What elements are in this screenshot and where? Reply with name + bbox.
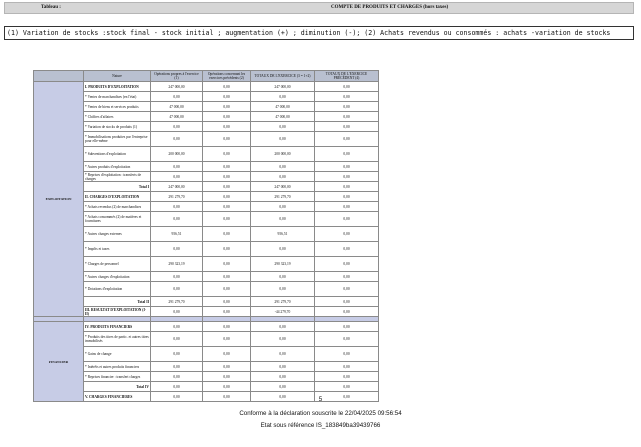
header-nature: Nature bbox=[84, 71, 151, 82]
conformity-line: Conforme à la déclaration souscrite le 22/04/2025 09:56:54 bbox=[239, 410, 402, 417]
table-row bbox=[34, 372, 379, 382]
value-cell: 0,00 bbox=[151, 392, 203, 402]
row-label: II. CHARGES D'EXPLOITATION bbox=[84, 192, 151, 202]
value-cell: 47 000,00 bbox=[251, 102, 315, 112]
value-cell: 0,00 bbox=[315, 332, 379, 347]
value-cell: 0,00 bbox=[203, 382, 251, 392]
header-col-1: Opérations propres à l'exercice (1) bbox=[151, 71, 203, 82]
row-label: * Impôts et taxes bbox=[84, 242, 151, 257]
value-cell: 0,00 bbox=[315, 227, 379, 242]
table-header-row bbox=[34, 71, 379, 82]
value-cell: 0,00 bbox=[203, 122, 251, 132]
row-label: * Ventes de marchandises (en l'état) bbox=[84, 92, 151, 102]
value-cell: 0,00 bbox=[151, 307, 203, 317]
table-row bbox=[34, 192, 379, 202]
value-cell: 0,00 bbox=[251, 322, 315, 332]
value-cell: 47 000,00 bbox=[151, 102, 203, 112]
table-row bbox=[34, 322, 379, 332]
value-cell: 0,00 bbox=[203, 257, 251, 272]
value-cell: 0,00 bbox=[203, 307, 251, 317]
value-cell: 0,00 bbox=[315, 202, 379, 212]
table-row bbox=[34, 332, 379, 347]
value-cell: 0,00 bbox=[203, 102, 251, 112]
row-label: * Intérêts et autres produits financiers bbox=[84, 362, 151, 372]
value-cell: 0,00 bbox=[203, 132, 251, 147]
value-cell: 0,00 bbox=[251, 212, 315, 227]
table-row bbox=[34, 307, 379, 317]
table-row bbox=[34, 347, 379, 362]
value-cell: 0,00 bbox=[203, 147, 251, 162]
table-row bbox=[34, 227, 379, 242]
table-row bbox=[34, 82, 379, 92]
value-cell: 247 000,00 bbox=[151, 82, 203, 92]
value-cell: 291 279,70 bbox=[251, 297, 315, 307]
value-cell: 0,00 bbox=[315, 272, 379, 282]
value-cell: -44 279,70 bbox=[251, 307, 315, 317]
reference-line: Etat sous référence IS_183849ba39439766 bbox=[260, 422, 381, 429]
section-label: FINANCIER bbox=[34, 322, 84, 402]
row-label: Total IV bbox=[84, 382, 151, 392]
value-cell: 0,00 bbox=[251, 347, 315, 362]
value-cell: 0,00 bbox=[315, 212, 379, 227]
value-cell: 0,00 bbox=[203, 332, 251, 347]
value-cell: 0,00 bbox=[151, 202, 203, 212]
value-cell: 0,00 bbox=[251, 282, 315, 297]
value-cell: 956,51 bbox=[251, 227, 315, 242]
value-cell: 0,00 bbox=[315, 322, 379, 332]
table-row bbox=[34, 212, 379, 227]
value-cell: 47 000,00 bbox=[251, 112, 315, 122]
table-row bbox=[34, 362, 379, 372]
value-cell: 0,00 bbox=[315, 102, 379, 112]
row-label: * Autres produits d'exploitation bbox=[84, 162, 151, 172]
value-cell: 0,00 bbox=[315, 82, 379, 92]
value-cell: 0,00 bbox=[151, 92, 203, 102]
value-cell: 0,00 bbox=[151, 242, 203, 257]
row-label: Total II bbox=[84, 297, 151, 307]
value-cell: 0,00 bbox=[203, 212, 251, 227]
value-cell: 0,00 bbox=[315, 162, 379, 172]
row-label: * Charges de personnel bbox=[84, 257, 151, 272]
row-label: Total I bbox=[84, 182, 151, 192]
value-cell: 0,00 bbox=[315, 172, 379, 182]
value-cell: 200 000,00 bbox=[151, 147, 203, 162]
value-cell: 0,00 bbox=[315, 282, 379, 297]
value-cell: 290 323,19 bbox=[251, 257, 315, 272]
table-row bbox=[34, 162, 379, 172]
value-cell: 0,00 bbox=[151, 347, 203, 362]
value-cell: 0,00 bbox=[315, 112, 379, 122]
value-cell: 0,00 bbox=[203, 202, 251, 212]
value-cell: 247 000,00 bbox=[251, 82, 315, 92]
header-col-3: TOTAUX DE L'EXERCICE (3 = 1+2) bbox=[251, 71, 315, 82]
table-row bbox=[34, 172, 379, 182]
value-cell: 0,00 bbox=[315, 347, 379, 362]
income-statement-table bbox=[33, 70, 379, 402]
row-label: IV. PRODUITS FINANCIERS bbox=[84, 322, 151, 332]
table-row bbox=[34, 147, 379, 162]
value-cell: 47 000,00 bbox=[151, 112, 203, 122]
value-cell: 0,00 bbox=[251, 382, 315, 392]
value-cell: 0,00 bbox=[151, 162, 203, 172]
value-cell: 0,00 bbox=[203, 372, 251, 382]
value-cell: 0,00 bbox=[251, 172, 315, 182]
value-cell: 0,00 bbox=[251, 162, 315, 172]
row-label: * Ventes de biens et services produits bbox=[84, 102, 151, 112]
row-label: * Gains de change bbox=[84, 347, 151, 362]
value-cell: 0,00 bbox=[203, 112, 251, 122]
row-label: I. PRODUITS D'EXPLOITATION bbox=[84, 82, 151, 92]
value-cell: 0,00 bbox=[203, 182, 251, 192]
table-row bbox=[34, 257, 379, 272]
row-label: * Variation de stocks de produits (1) bbox=[84, 122, 151, 132]
value-cell: 0,00 bbox=[203, 192, 251, 202]
page-number: 5 bbox=[318, 396, 323, 403]
value-cell: 0,00 bbox=[315, 147, 379, 162]
value-cell: 0,00 bbox=[315, 192, 379, 202]
table-row bbox=[34, 122, 379, 132]
section-label: EXPLOITATION bbox=[34, 82, 84, 317]
table-body bbox=[34, 82, 379, 402]
row-label: * Immobilisations produites par l'entreprise pour elle-même bbox=[84, 132, 151, 147]
value-cell: 0,00 bbox=[251, 122, 315, 132]
table-row bbox=[34, 382, 379, 392]
value-cell: 0,00 bbox=[315, 242, 379, 257]
value-cell: 0,00 bbox=[203, 162, 251, 172]
value-cell: 0,00 bbox=[203, 272, 251, 282]
value-cell: 0,00 bbox=[251, 132, 315, 147]
value-cell: 0,00 bbox=[315, 132, 379, 147]
header-col-4: TOTAUX DE L'EXERCICE PRÉCÉDENT (4) bbox=[315, 71, 379, 82]
row-label: * Dotations d'exploitation bbox=[84, 282, 151, 297]
value-cell: 0,00 bbox=[203, 347, 251, 362]
value-cell: 0,00 bbox=[251, 362, 315, 372]
row-label: * Chiffres d'affaires bbox=[84, 112, 151, 122]
table-row bbox=[34, 92, 379, 102]
value-cell: 0,00 bbox=[203, 392, 251, 402]
row-label: III. RESULTAT D'EXPLOITATION (I-II) bbox=[84, 307, 151, 317]
value-cell: 0,00 bbox=[151, 362, 203, 372]
value-cell: 0,00 bbox=[315, 362, 379, 372]
value-cell: 0,00 bbox=[315, 307, 379, 317]
row-label: * Autres charges externes bbox=[84, 227, 151, 242]
value-cell: 291 279,70 bbox=[251, 192, 315, 202]
value-cell: 0,00 bbox=[315, 122, 379, 132]
value-cell: 291 279,70 bbox=[151, 297, 203, 307]
value-cell: 0,00 bbox=[315, 92, 379, 102]
value-cell: 0,00 bbox=[251, 332, 315, 347]
value-cell: 247 000,00 bbox=[251, 182, 315, 192]
table-row bbox=[34, 202, 379, 212]
value-cell: 0,00 bbox=[203, 282, 251, 297]
value-cell: 0,00 bbox=[203, 362, 251, 372]
value-cell: 291 279,70 bbox=[151, 192, 203, 202]
value-cell: 0,00 bbox=[151, 122, 203, 132]
row-label: * Reprises financier : transfert charges bbox=[84, 372, 151, 382]
value-cell: 0,00 bbox=[251, 272, 315, 282]
row-label: * Autres charges d'exploitation bbox=[84, 272, 151, 282]
value-cell: 0,00 bbox=[151, 322, 203, 332]
table-row bbox=[34, 102, 379, 112]
value-cell: 0,00 bbox=[203, 242, 251, 257]
header-col-2: Opérations concernant les exercices précédents (2) bbox=[203, 71, 251, 82]
row-label: * Reprises d'exploitation : transferts de charges bbox=[84, 172, 151, 182]
value-cell: 0,00 bbox=[151, 212, 203, 227]
value-cell: 0,00 bbox=[151, 272, 203, 282]
value-cell: 0,00 bbox=[251, 92, 315, 102]
table-title-band bbox=[4, 2, 634, 14]
value-cell: 0,00 bbox=[151, 382, 203, 392]
value-cell: 0,00 bbox=[203, 172, 251, 182]
row-label: * Produits des titres de partic. et autres titres immobilisés bbox=[84, 332, 151, 347]
table-row bbox=[34, 182, 379, 192]
value-cell: 0,00 bbox=[151, 172, 203, 182]
value-cell: 0,00 bbox=[151, 332, 203, 347]
table-row bbox=[34, 282, 379, 297]
table-row bbox=[34, 297, 379, 307]
value-cell: 0,00 bbox=[203, 322, 251, 332]
value-cell: 247 000,00 bbox=[151, 182, 203, 192]
value-cell: 0,00 bbox=[251, 392, 315, 402]
table-row bbox=[34, 112, 379, 122]
row-label: V. CHARGES FINANCIERES bbox=[84, 392, 151, 402]
row-label: * Achats consommés (2) de matières et fournitures bbox=[84, 212, 151, 227]
value-cell: 290 323,19 bbox=[151, 257, 203, 272]
value-cell: 0,00 bbox=[203, 297, 251, 307]
value-cell: 0,00 bbox=[315, 297, 379, 307]
value-cell: 956,51 bbox=[151, 227, 203, 242]
value-cell: 200 000,00 bbox=[251, 147, 315, 162]
value-cell: 0,00 bbox=[251, 242, 315, 257]
value-cell: 0,00 bbox=[203, 227, 251, 242]
value-cell: 0,00 bbox=[203, 82, 251, 92]
document-title: COMPTE DE PRODUITS ET CHARGES (hors taxes) bbox=[331, 5, 449, 10]
row-label: * Subventions d'exploitation bbox=[84, 147, 151, 162]
value-cell: 0,00 bbox=[315, 257, 379, 272]
value-cell: 0,00 bbox=[151, 372, 203, 382]
header-blank bbox=[34, 71, 84, 82]
value-cell: 0,00 bbox=[151, 132, 203, 147]
tableau-label: Tableau : bbox=[41, 5, 61, 10]
value-cell: 0,00 bbox=[315, 382, 379, 392]
value-cell: 0,00 bbox=[315, 392, 379, 402]
table-row bbox=[34, 272, 379, 282]
value-cell: 0,00 bbox=[315, 372, 379, 382]
footnote-box: (1) Variation de stocks :stock final - stock initial ; augmentation (+) ; diminution (-); (2) Achats revendus ou consommés : achats -variation de stocks bbox=[4, 26, 634, 40]
value-cell: 0,00 bbox=[315, 182, 379, 192]
value-cell: 0,00 bbox=[251, 372, 315, 382]
value-cell: 0,00 bbox=[151, 282, 203, 297]
row-label: * Achats revendus (2) de marchandises bbox=[84, 202, 151, 212]
value-cell: 0,00 bbox=[203, 92, 251, 102]
value-cell: 0,00 bbox=[251, 202, 315, 212]
table-row bbox=[34, 132, 379, 147]
table-row bbox=[34, 242, 379, 257]
